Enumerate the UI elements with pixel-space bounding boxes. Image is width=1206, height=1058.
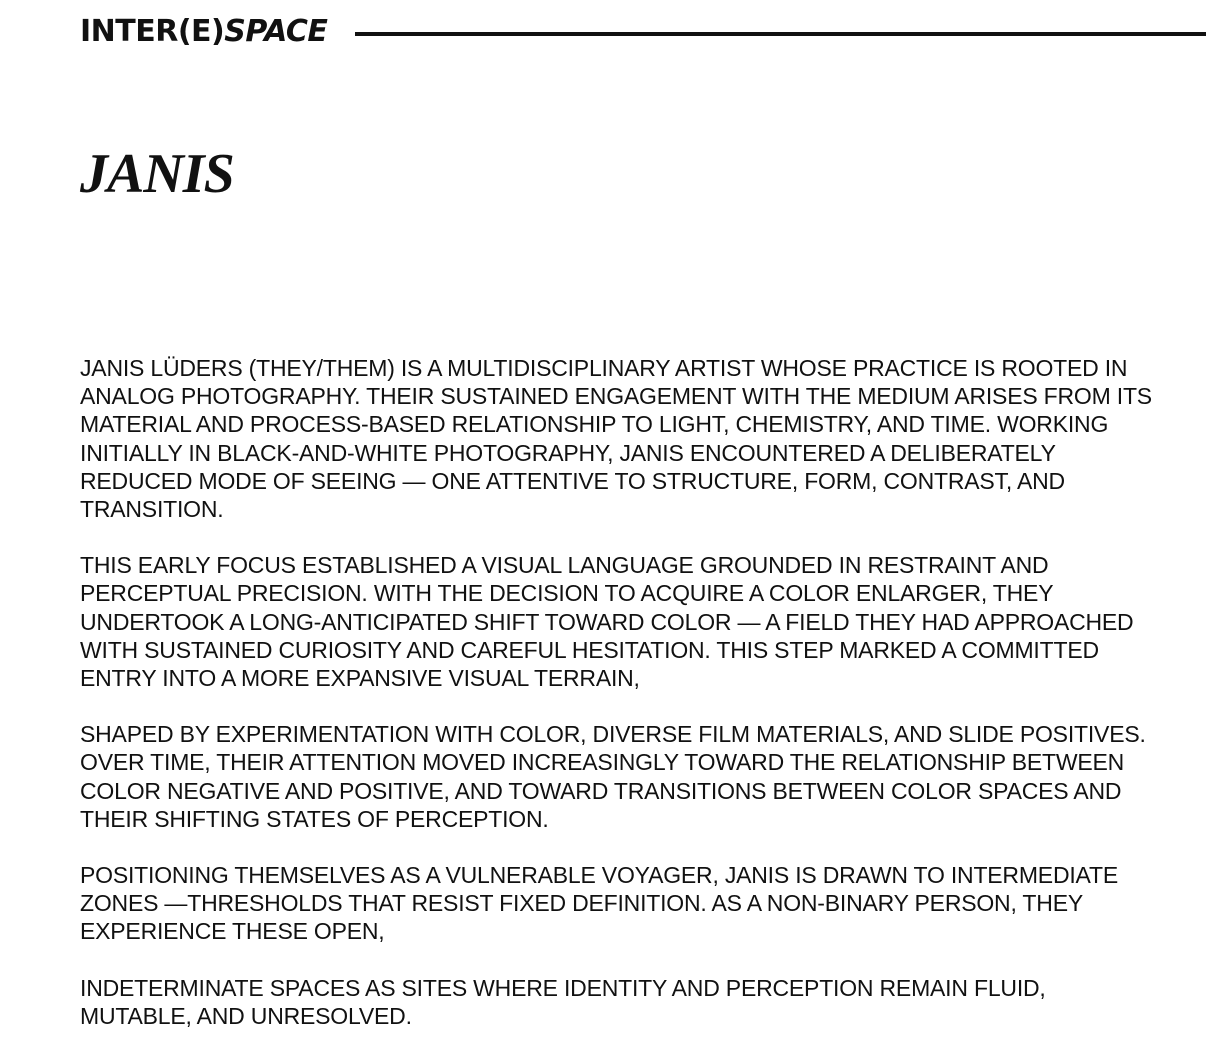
bio-text <box>80 354 1160 1058</box>
header <box>80 12 1206 52</box>
bio-paragraph-3: SHAPED BY EXPERIMENTATION WITH COLOR, DIVERSE FILM MATERIALS, AND SLIDE POSITIVES. OVER TIME, THEIR ATTENTION MOVED INCREASINGLY TOWARD THE RELATIONSHIP BETWEEN COLOR NEGATIVE AND POSITIVE, AND TOWARD TRANSITIONS BETWEEN COLOR SPACES AND THEIR SHIFTING STATES OF PERCEPTION. <box>80 721 1146 832</box>
header-rule <box>355 32 1206 36</box>
logo-text-inter-e: INTER(E) <box>80 14 225 49</box>
brand-logo[interactable] <box>80 14 328 49</box>
logo-text-space: SPACE <box>224 14 328 49</box>
bio-paragraph-2: THIS EARLY FOCUS ESTABLISHED A VISUAL LANGUAGE GROUNDED IN RESTRAINT AND PERCEPTUAL PRECISION. WITH THE DECISION TO ACQUIRE A COLOR ENLARGER, THEY UNDERTOOK A LONG-ANTICIPATED SHIFT TOWARD COLOR — A FIELD THEY HAD APPROACHED WITH SUSTAINED CURIOSITY AND CAREFUL HESITATION. THIS STEP MARKED A COMMITTED ENTRY INTO A MORE EXPANSIVE VISUAL TERRAIN, <box>80 552 1134 692</box>
bio-paragraph-1: JANIS LÜDERS (THEY/THEM) IS A MULTIDISCIPLINARY ARTIST WHOSE PRACTICE IS ROOTED IN ANALOG PHOTOGRAPHY. THEIR SUSTAINED ENGAGEMENT WITH THE MEDIUM ARISES FROM ITS MATERIAL AND PROCESS-BASED RELATIONSHIP TO LIGHT, CHEMISTRY, AND TIME. WORKING INITIALLY IN BLACK-AND-WHITE PHOTOGRAPHY, JANIS ENCOUNTERED A DELIBERATELY REDUCED MODE OF SEEING — ONE ATTENTIVE TO STRUCTURE, FORM, CONTRAST, AND TRANSITION. <box>80 355 1152 523</box>
bio-paragraph-4: POSITIONING THEMSELVES AS A VULNERABLE VOYAGER, JANIS IS DRAWN TO INTERMEDIATE ZONES —THRESHOLDS THAT RESIST FIXED DEFINITION. AS A NON-BINARY PERSON, THEY EXPERIENCE THESE OPEN, <box>80 862 1118 945</box>
page-title: JANIS <box>80 143 234 205</box>
bio-paragraph-5: INDETERMINATE SPACES AS SITES WHERE IDENTITY AND PERCEPTION REMAIN FLUID, MUTABLE, AND UNRESOLVED. <box>80 974 1046 1029</box>
